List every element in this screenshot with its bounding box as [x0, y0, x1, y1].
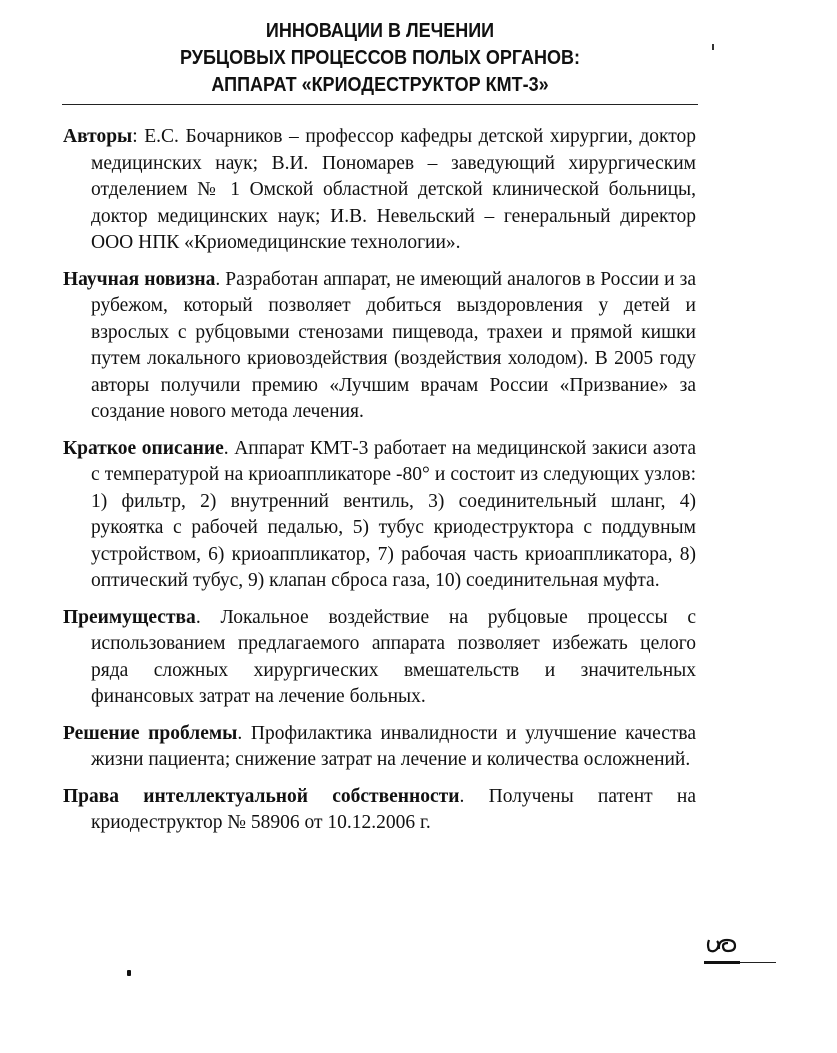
section-text: . Локальное воздействие на рубцовые процессы с использованием предлагаемого аппарата позволяет избежать целого ряда сложных хирургических вмешательств и значительных финансовых затрат на лечение больных.: [91, 606, 696, 707]
title-line-2: РУБЦОВЫХ ПРОЦЕССОВ ПОЛЫХ ОРГАНОВ:: [180, 47, 580, 69]
publisher-logo-icon: [705, 936, 741, 954]
footer-rule-thin: [740, 962, 776, 963]
section-label: Авторы: [63, 126, 133, 147]
title-line-3: АППАРАТ «КРИОДЕСТРУКТОР КМТ-3»: [211, 74, 549, 96]
section-label: Научная новизна: [63, 268, 216, 290]
title-line-1: ИННОВАЦИИ В ЛЕЧЕНИИ: [265, 20, 495, 42]
section-description: [63, 436, 696, 595]
section-text: . Разработан аппарат, не имеющий аналогов в России и за рубежом, который позволяет добиться выздоровления у детей и взрослых с рубцовыми стенозами пищевода, трахеи и прямой кишки путем локального криовоздействия (воздействия холодом). В 2005 году авторы получили премию «Лучшим врачам России «Призвание» за создание нового метода лечения.: [91, 268, 696, 422]
section-label: Права интеллектуальной собственности: [63, 785, 460, 807]
section-text: . Получены патент на криодеструктор № 58906 от 10.12.2006 г.: [91, 785, 696, 833]
section-authors: [63, 124, 696, 257]
stray-print-mark: [712, 44, 714, 50]
section-label: Преимущества: [63, 606, 196, 628]
section-text: : Е.С. Бочарников – профессор кафедры детской хирургии, доктор медицинских наук; В.И. Пономарев – заведующий хирургическим отделением № 1 Омской областной детской клинической больницы, доктор медицинских наук; И.В. Невельский – генеральный директор ООО НПК «Криомедицинские технологии».: [91, 126, 696, 253]
section-label: Решение проблемы: [63, 722, 238, 744]
document-body: [63, 124, 696, 847]
section-advantages: [63, 605, 696, 711]
section-text: . Аппарат КМТ-3 работает на медицинской закиси азота с температурой на криоаппликаторе -80° и состоит из следующих узлов: 1) фильтр, 2) внутренний вентиль, 3) соединительный шланг, 4) рукоятка с рабочей педалью, 5) тубус криодеструктора с поддувным устройством, 6) криоаппликатор, 7) рабочая часть криоаппликатора, 8) оптический тубус, 9) клапан сброса газа, 10) соединительная муфта.: [91, 437, 696, 591]
section-ip-rights: [63, 784, 696, 837]
section-novelty: [63, 267, 696, 426]
footer-rule-thick: [704, 961, 740, 964]
section-label: Краткое описание: [63, 437, 224, 459]
title-divider: [62, 104, 698, 105]
stray-dot-mark: [127, 970, 131, 976]
section-text: . Профилактика инвалидности и улучшение качества жизни пациента; снижение затрат на лечение и количества осложнений.: [91, 722, 696, 770]
page-title: [92, 18, 668, 99]
section-problem-solution: [63, 721, 696, 774]
